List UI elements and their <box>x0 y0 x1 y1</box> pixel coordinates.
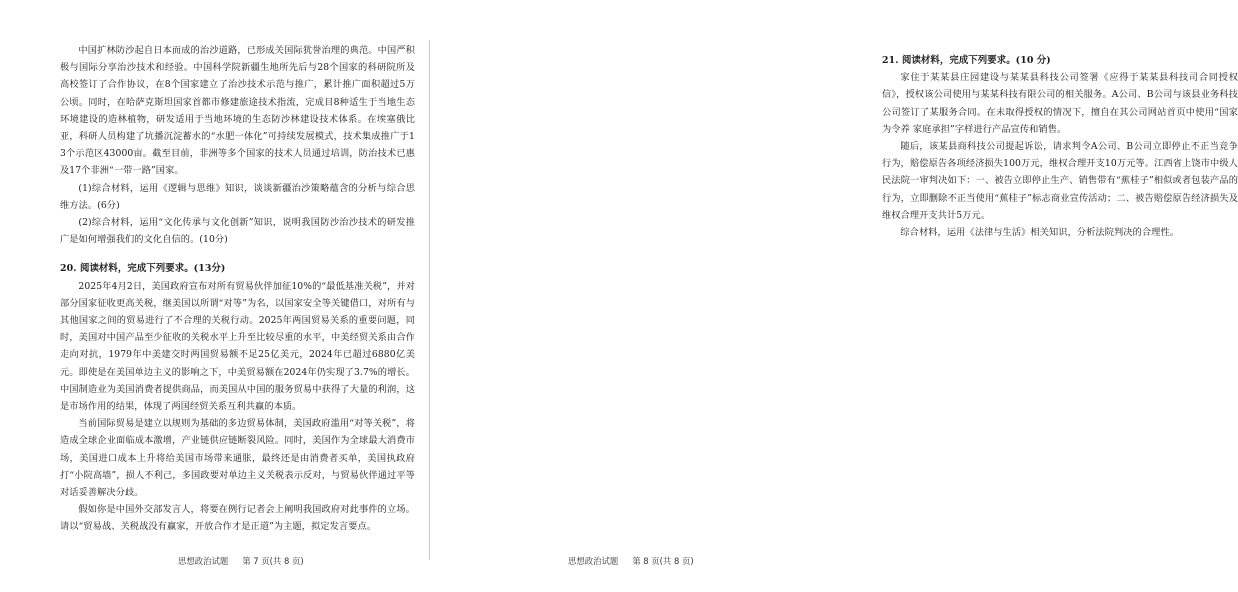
q20-task: 假如你是中国外交部发言人，将要在例行记者会上阐明我国政府对此事件的立场。请以“贸易战、关税战没有赢家，开放合作才是正道”为主题，拟定发言要点。 <box>60 504 415 533</box>
q19-subquestion-1: (1)综合材料，运用《逻辑与思维》知识，谈谈新疆治沙策略蕴含的分析与综合思维方法。(6分) <box>60 182 415 211</box>
right-footer-subject: 思想政治试题 <box>568 556 619 566</box>
right-page-footer <box>568 555 694 567</box>
right-footer-page-number: 第 8 页(共 8 页) <box>632 556 694 566</box>
right-column <box>882 52 1238 241</box>
left-footer-subject: 思想政治试题 <box>178 556 229 566</box>
q21-task: 综合材料，运用《法律与生活》相关知识，分析法院判决的合理性。 <box>900 227 1180 239</box>
q20-heading: 20. 阅读材料，完成下列要求。(13分) <box>60 263 226 275</box>
q19-material: 中国扩林防沙起自日本而成的治沙道路，已形成关国际犹誉治理的典范。中国严积极与国际分享治沙技术和经验。中国科学院新疆生地所先后与28个国家的科研院所及高校签订了合作协议，在8个国家建立了治沙技术示范与推广，累计推广面积超过5万公顷。同时，在哈萨克斯坦国家首都市修建旅途技术指流，完成目8种适生于当地生态环境建设的造林植物，研发适用于当地环境的生态防沙林建设技术体系。在埃塞俄比亚，科研人员构建了坑播沉淀蓄水的“水肥一体化”可持续发展模式，技术集成推广于13个示范区43000亩。截至目前，非洲等多个国家的技术人员通过培训，防治技术已惠及17个非洲“一带一路”国家。 <box>60 45 415 177</box>
left-column <box>60 42 415 536</box>
q21-paragraph-1: 家住于某某县庄园建设与某某县科技公司签署《应得于某某县科技司合同授权信》，授权该公司使用与某某科技有限公司的相关服务。A公司、B公司与该县业务科技公司签订了某服务合同。在未取得授权的情况下，擅自在其公司网站首页中使用“国家为令养 家庭承担”字样进行产品宣传和销售。 <box>882 72 1238 135</box>
left-page-footer <box>178 555 304 567</box>
q21-heading: 21. 阅读材料，完成下列要求。(10 分) <box>882 55 1051 66</box>
right-page <box>430 0 1238 592</box>
left-page <box>0 0 430 592</box>
q20-paragraph-1: 2025年4月2日，美国政府宣布对所有贸易伙伴加征10%的“最低基准关税”，并对部分国家征收更高关税，继美国以所谓“对等”为名，以国家安全等关键借口，对所有与其他国家之间的贸易进行了不合理的关税行动。2025年两国贸易关系的重要问题，同时，美国对中国产品至少征收的关税水平上升至比较尽重的水平，中美经贸关系由合作走向对抗，1979年中美建交时两国贸易额不足25亿美元，2024年已超过6880亿美元。即使是在美国单边主义的影响之下，中美贸易额在2024年仍实现了3.7%的增长。中国制造业为美国消费者提供商品，而美国从中国的服务贸易中获得了大量的利润，这是市场作用的结果，体现了两国经贸关系互利共赢的本质。 <box>60 280 415 413</box>
q20-paragraph-2: 当前国际贸易是建立以规则为基础的多边贸易体制，美国政府滥用“对等关税”，将造成全球企业面临成本激增，产业链供应链断裂风险。同时，美国作为全球最大消费市场，美国进口成本上升将给美国市场带来通胀，最终还是由消费者买单，美国执政府打“小院高墙”，损人不利己，多国政要对单边主义关税表示反对，与贸易伙伴通过平等对话妥善解决分歧。 <box>60 418 415 499</box>
q19-subquestion-2: (2)综合材料，运用“文化传承与文化创新”知识，说明我国防沙治沙技术的研发推广是如何增强我们的文化自信的。(10分) <box>60 217 415 246</box>
q21-paragraph-2: 随后，该某县商科技公司提起诉讼，请求判令A公司、B公司立即停止不正当竞争行为，赔偿原告各项经济损失100万元，维权合理开支10万元等。江西省上饶市中级人民法院一审判决如下：一、被告立即停止生产、销售带有“蕉桂子”相似或者包装产品的行为，立即删除不正当使用“蕉桂子”标志商业宣传活动；二、被告赔偿原告经济损失及维权合理开支共计5万元。 <box>882 141 1238 221</box>
left-footer-page-number: 第 7 页(共 8 页) <box>242 556 304 566</box>
